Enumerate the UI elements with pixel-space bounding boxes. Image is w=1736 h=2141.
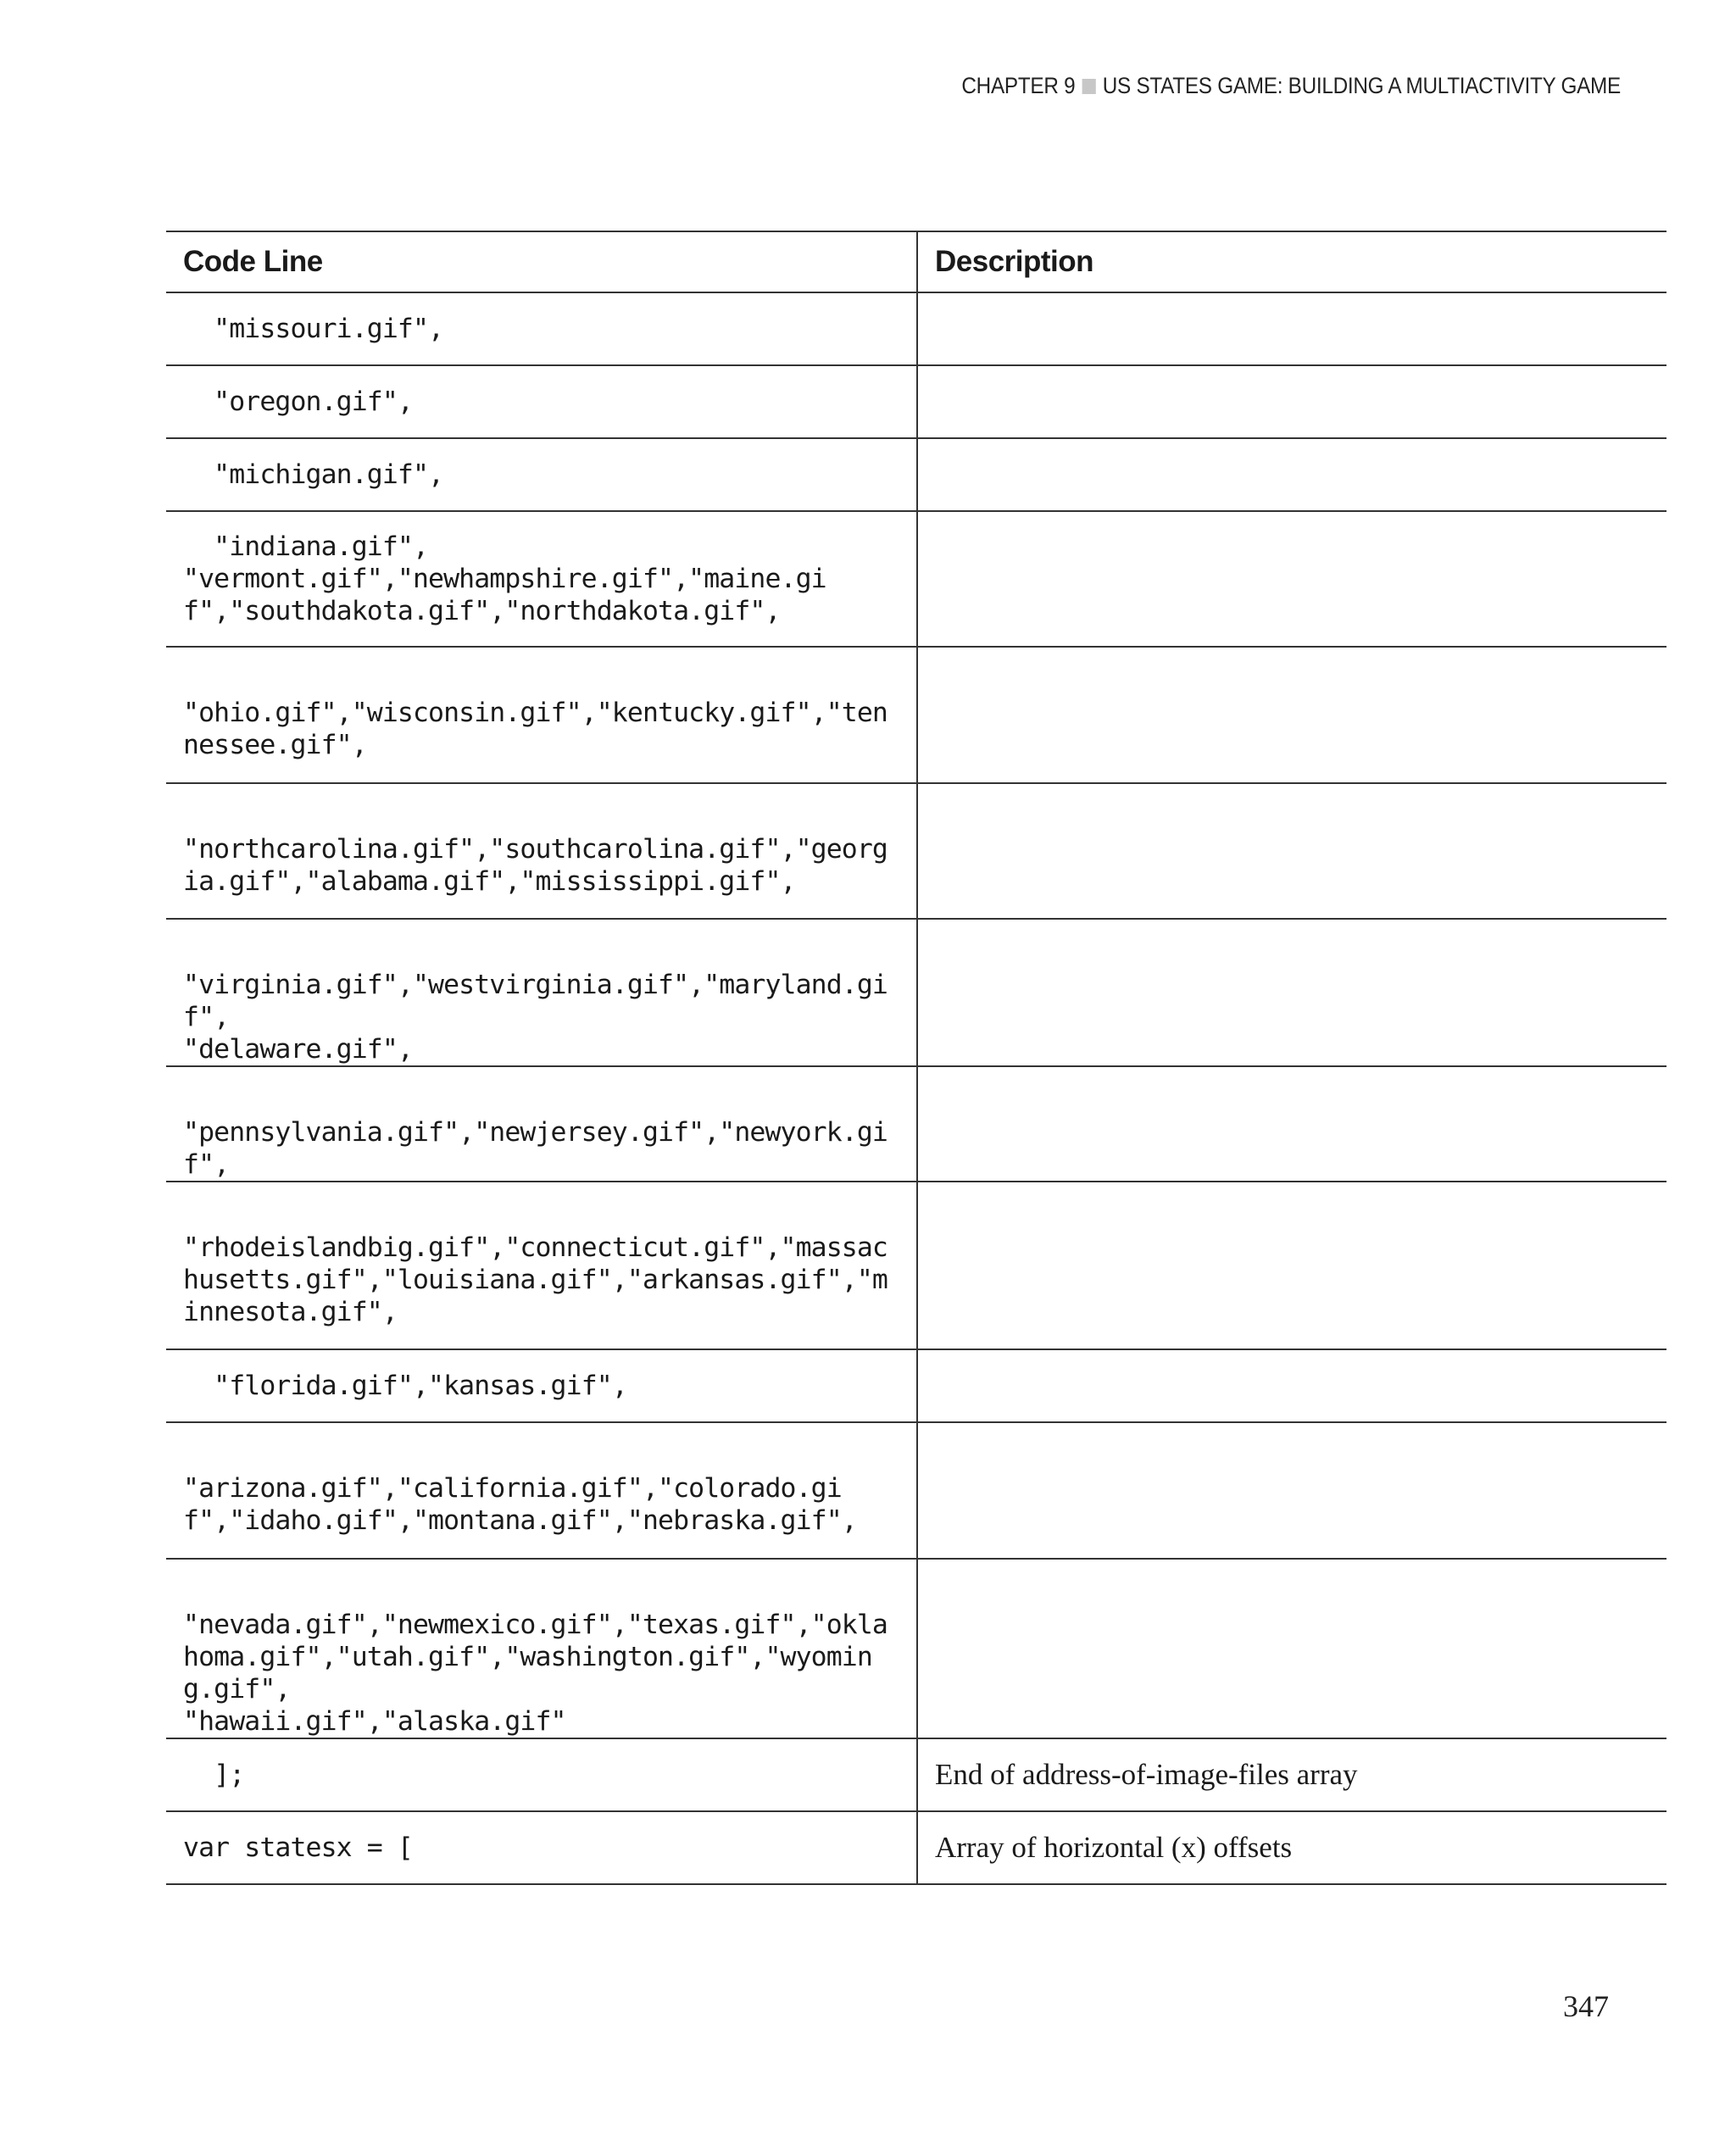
description-text: Array of horizontal (x) offsets bbox=[935, 1831, 1293, 1864]
table-row bbox=[166, 365, 1666, 438]
code-description-table bbox=[166, 231, 1666, 1885]
description-cell bbox=[917, 292, 1666, 365]
code-line: "florida.gif","kansas.gif", bbox=[183, 1371, 627, 1401]
code-line: "nevada.gif","newmexico.gif","texas.gif","oklahoma.gif","utah.gif","washington.gif","wyoming.gif", "hawaii.gif","alaska.gif" bbox=[183, 1610, 887, 1737]
code-cell bbox=[166, 1559, 917, 1738]
code-cell bbox=[166, 1066, 917, 1182]
table-row bbox=[166, 1349, 1666, 1422]
code-cell bbox=[166, 1349, 917, 1422]
code-cell bbox=[166, 511, 917, 647]
description-cell bbox=[917, 783, 1666, 919]
code-cell bbox=[166, 647, 917, 783]
description-cell bbox=[917, 1559, 1666, 1738]
code-line: ]; bbox=[183, 1760, 245, 1790]
table-row bbox=[166, 1559, 1666, 1738]
description-cell bbox=[917, 1182, 1666, 1349]
page-number: 347 bbox=[1563, 1989, 1609, 2023]
description-cell bbox=[917, 1066, 1666, 1182]
table-row bbox=[166, 438, 1666, 511]
column-header-description: Description bbox=[917, 231, 1666, 292]
code-line: "michigan.gif", bbox=[183, 459, 444, 490]
code-cell bbox=[166, 1422, 917, 1559]
code-cell bbox=[166, 783, 917, 919]
table-row bbox=[166, 511, 1666, 647]
chapter-label: CHAPTER 9 bbox=[961, 73, 1076, 98]
code-cell bbox=[166, 1738, 917, 1811]
code-cell bbox=[166, 919, 917, 1066]
description-cell bbox=[917, 1422, 1666, 1559]
code-cell bbox=[166, 1811, 917, 1884]
description-cell bbox=[917, 365, 1666, 438]
separator-square-icon bbox=[1082, 79, 1095, 94]
code-cell bbox=[166, 1182, 917, 1349]
description-cell bbox=[917, 1349, 1666, 1422]
description-cell bbox=[917, 438, 1666, 511]
code-cell bbox=[166, 438, 917, 511]
chapter-title: US STATES GAME: BUILDING A MULTIACTIVITY GAME bbox=[1102, 73, 1621, 98]
code-line: var statesx = [ bbox=[183, 1832, 413, 1863]
table-row bbox=[166, 1422, 1666, 1559]
table-row bbox=[166, 292, 1666, 365]
table-row bbox=[166, 1066, 1666, 1182]
code-line: "pennsylvania.gif","newjersey.gif","newyork.gif", bbox=[183, 1117, 887, 1180]
description-cell bbox=[917, 1811, 1666, 1884]
table-row bbox=[166, 919, 1666, 1066]
code-cell bbox=[166, 292, 917, 365]
code-line: "northcarolina.gif","southcarolina.gif","georgia.gif","alabama.gif","mississippi.gif", bbox=[183, 834, 887, 897]
code-line: "rhodeislandbig.gif","connecticut.gif","massachusetts.gif","louisiana.gif","arkansas.gif","minnesota.gif", bbox=[183, 1232, 887, 1327]
table-row bbox=[166, 647, 1666, 783]
code-line: "arizona.gif","california.gif","colorado.gif","idaho.gif","montana.gif","nebraska.gif", bbox=[183, 1473, 857, 1536]
code-line: "missouri.gif", bbox=[183, 314, 444, 344]
table-row bbox=[166, 1811, 1666, 1884]
code-line: "indiana.gif", "vermont.gif","newhampshire.gif","maine.gif","southdakota.gif","northdakota.gif", bbox=[183, 531, 826, 626]
code-line: "oregon.gif", bbox=[183, 386, 413, 417]
code-line: "ohio.gif","wisconsin.gif","kentucky.gif","tennessee.gif", bbox=[183, 698, 887, 760]
description-cell bbox=[917, 511, 1666, 647]
table-row bbox=[166, 1738, 1666, 1811]
description-cell bbox=[917, 919, 1666, 1066]
column-header-code-line: Code Line bbox=[166, 231, 917, 292]
code-cell bbox=[166, 365, 917, 438]
description-cell bbox=[917, 647, 1666, 783]
table-row bbox=[166, 783, 1666, 919]
table-row bbox=[166, 1182, 1666, 1349]
code-line: "virginia.gif","westvirginia.gif","maryland.gif", "delaware.gif", bbox=[183, 970, 887, 1065]
table-header-row bbox=[166, 231, 1666, 292]
running-header bbox=[961, 73, 1621, 99]
description-cell bbox=[917, 1738, 1666, 1811]
description-text: End of address-of-image-files array bbox=[935, 1758, 1358, 1791]
